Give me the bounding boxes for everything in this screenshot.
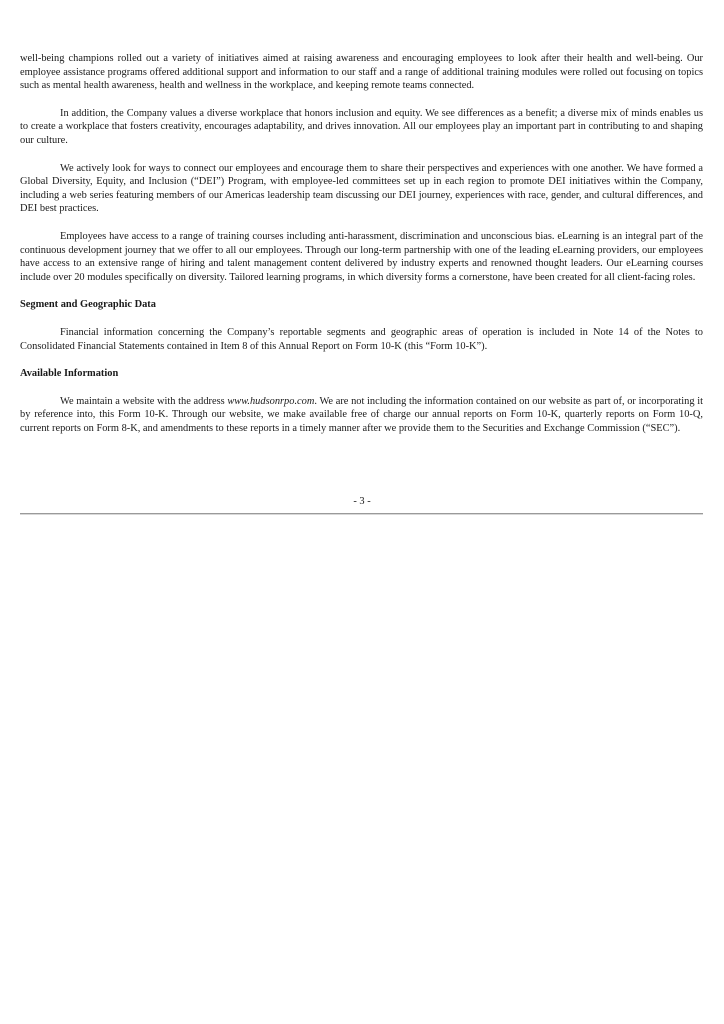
paragraph-available-info-text-start: We maintain a website with the address xyxy=(60,395,228,407)
heading-segment-geographic-data: Segment and Geographic Data xyxy=(20,299,156,311)
footer-divider xyxy=(20,513,703,515)
paragraph-available-info xyxy=(20,395,703,436)
paragraph-training: Employees have access to a range of training courses including anti-harassment, discrimination and unconscious bias. eLearning is an integral part of the continuous development journey that we offer to all our employees. Through our long-term partnership with one of the leading eLearning providers, our employees have access to an extensive range of hiring and talent management content delivered by industry experts and renowned thought leaders. Our eLearning courses include over 20 modules specifically on diversity. Tailored learning programs, in which diversity forms a cornerstone, have been created for all client-facing roles. xyxy=(20,230,703,283)
paragraph-diverse-workplace: In addition, the Company values a diverse workplace that honors inclusion and equity. We see differences as a benefit; a diverse mix of minds enables us to create a workplace that fosters creativity, encourages adaptability, and drives innovation. All our employees play an important part in contributing to and shaping our culture. xyxy=(20,107,703,146)
document-body xyxy=(20,52,703,449)
paragraph-segment-info: Financial information concerning the Company’s reportable segments and geographic areas of operation is included in Note 14 of the Notes to Consolidated Financial Statements contained in Item 8 of this Annual Report on Form 10-K (this “Form 10-K”). xyxy=(20,326,703,352)
page-number: - 3 - xyxy=(353,496,371,507)
paragraph-dei-program: We actively look for ways to connect our employees and encourage them to share their perspectives and experiences with one another. We have formed a Global Diversity, Equity, and Inclusion (“DEI”) Program, with employee-led committees set up in each region to promote DEI initiatives within the Company, including a web series featuring members of our Americas leadership team discussing our DEI journey, experiences with race, gender, and cultural differences, and DEI best practices. xyxy=(20,162,703,215)
heading-available-information: Available Information xyxy=(20,368,119,380)
website-link[interactable]: www.hudsonrpo.com xyxy=(227,395,315,407)
paragraph-available-info-text-end: . We are not including the information contained on our website as part of, or incorporating it by reference into, this Form 10-K. Through our website, we make available free of charge our annual reports on Form 10-K, quarterly reports on Form 10-Q, current reports on Form 8-K, and amendments to these reports in a timely manner after we provide them to the Securities and Exchange Commission (“SEC”). xyxy=(20,395,703,434)
paragraph-wellbeing: well-being champions rolled out a variety of initiatives aimed at raising awareness and encouraging employees to look after their health and well-being. Our employee assistance programs offered additional support and information to our staff and a range of additional training modules were rolled out focusing on topics such as mental health awareness, health and wellness in the workplace, and keeping remote teams connected. xyxy=(20,53,703,92)
